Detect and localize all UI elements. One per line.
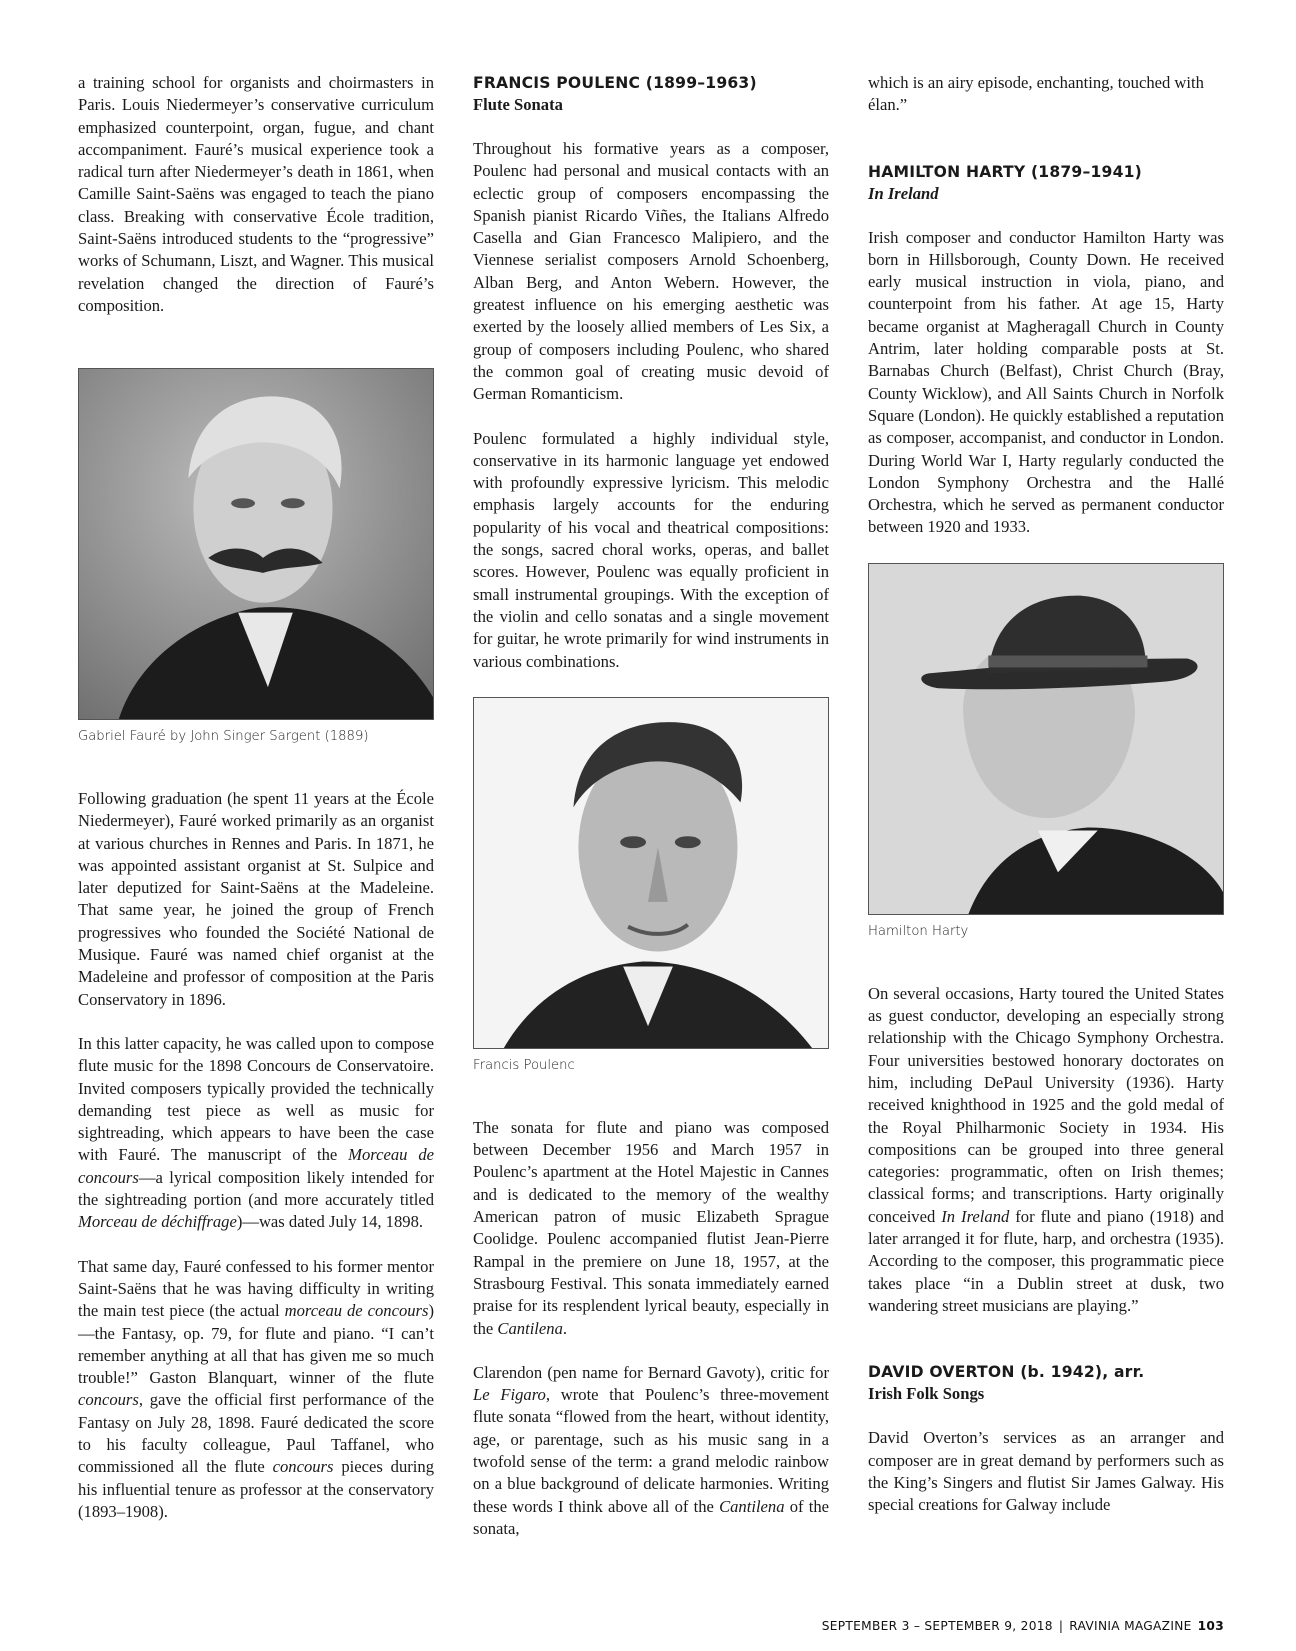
page-footer <box>822 1619 1224 1633</box>
body-paragraph: On several occasions, Harty toured the United States as guest conductor, developing an especially strong relationship with the Chicago Symphony Orchestra. Four universities bestowed honorary doctorates on him, including DePaul University (1936). Harty received knighthood in 1925 and the gold medal of the Royal Philharmonic Society in 1934. His compositions can be grouped into three general categories: programmatic, often on Irish themes; classical forms; and transcriptions. Harty originally conceived In Ireland for flute and piano (1918) and later arranged it for flute, harp, and orchestra (1935). According to the composer, this programmatic piece takes place “in a Dublin street at dusk, two wandering street musicians are playing.” <box>868 983 1224 1315</box>
image-caption: Gabriel Fauré by John Singer Sargent (1889) <box>78 729 369 744</box>
column-2 <box>473 72 829 1540</box>
issue-dates: SEPTEMBER 3 – SEPTEMBER 9, 2018 <box>821 1619 1053 1633</box>
harty-portrait-image <box>868 563 1224 915</box>
body-paragraph: David Overton’s services as an arranger and composer are in great demand by performers such as the King’s Singers and flutist Sir James Galway. His special creations for Galway include <box>868 1428 1224 1515</box>
image-caption: Francis Poulenc <box>473 1057 575 1073</box>
column-1 <box>78 72 434 1523</box>
body-paragraph: Throughout his formative years as a composer, Poulenc had personal and musical contacts with an eclectic group of composers encompassing the Spanish pianist Ricardo Viñes, the Italians Alfredo Casella and Gian Francesco Malipiero, and the Viennese serialist composers Arnold Schoenberg, Alban Berg, and Anton Webern. However, the greatest influence on his emerging aesthetic was exerted by the loosely allied members of Les Six, a group of composers including Poulenc, who shared the common goal of creating music devoid of German Romanticism. <box>473 139 829 404</box>
body-paragraph: Following graduation (he spent 11 years at the École Niedermeyer), Fauré worked primarily as an organist at various churches in Rennes and Paris. In 1871, he was appointed assistant organist at St. Sulpice and later deputized for Saint-Saëns at the Madeleine. That same year, he joined the group of French progressives who founded the Société National de Musique. Fauré was named chief organist at the Madeleine and professor of composition at the Paris Conservatory in 1896. <box>78 789 434 1009</box>
body-paragraph: Poulenc formulated a highly individual style, conservative in its harmonic language yet endowed with profoundly expressive lyricism. This melodic emphasis largely accounts for the enduring popularity of his vocal and theatrical compositions: the songs, sacred choral works, operas, and ballet scores. However, Poulenc was equally proficient in small instrumental groupings. With the exception of the violin and cello sonatas and a single movement for guitar, he wrote primarily for wind instruments in various combinations. <box>473 428 829 671</box>
body-paragraph: That same day, Fauré confessed to his former mentor Saint-Saëns that he was having difficulty in writing the main test piece (the actual morceau de concours)—the Fantasy, op. 79, for flute and piano. “I can’t remember anything at all that has given me so much trouble!” Gaston Blanquart, winner of the flute concours, gave the official first performance of the Fantasy on July 28, 1898. Fauré dedicated the score to his faculty colleague, Paul Taffanel, who commissioned all the flute concours pieces during his influential tenure as professor at the conservatory (1893–1908). <box>78 1256 434 1521</box>
body-paragraph: In this latter capacity, he was called upon to compose flute music for the 1898 Concours de Conservatoire. Invited composers typically provided the technically demanding test piece as well as music for sightreading, which appears to have been the case with Fauré. The manuscript of the Morceau de concours—a lyrical composition likely intended for the sightreading portion (and more accurately titled Morceau de déchiffrage)—was dated July 14, 1898. <box>78 1033 434 1232</box>
body-paragraph: The sonata for flute and piano was composed between December 1956 and March 1957 in Poulenc’s apartment at the Hotel Majestic in Cannes and is dedicated to the memory of the wealthy American patron of music Elizabeth Sprague Coolidge. Poulenc accompanied flutist Jean-Pierre Rampal in the premiere on June 18, 1957, at the Strasbourg Festival. This sonata immediately earned praise for its resplendent lyrical beauty, especially in the Cantilena. <box>473 1117 829 1338</box>
section-subheading: Flute Sonata <box>473 95 563 114</box>
body-paragraph: Clarendon (pen name for Bernard Gavoty), critic for Le Figaro, wrote that Poulenc’s three-movement flute sonata “flowed from the heart, without identity, age, or parentage, such as his music sang in a twofold sense of the term: a grand melodic rainbow on a blue background of delicate harmonies. Writing these words I think above all of the Cantilena of the sonata, <box>473 1362 829 1538</box>
faure-portrait-image <box>78 368 434 720</box>
section-subheading: In Ireland <box>868 183 939 203</box>
section-subheading: Irish Folk Songs <box>868 1384 985 1404</box>
magazine-name: RAVINIA MAGAZINE <box>1069 1619 1192 1633</box>
body-paragraph: a training school for organists and choirmasters in Paris. Louis Niedermeyer’s conservative curriculum emphasized counterpoint, organ, fugue, and chant accompaniment. Fauré’s musical experience took a radical turn after Niedermeyer’s death in 1861, when Camille Saint-Saëns was engaged to teach the piano class. Breaking with conservative École tradition, Saint-Saëns introduced students to the “progressive” works of Schumann, Liszt, and Wagner. This musical revelation changed the direction of Fauré’s composition. <box>78 73 434 315</box>
page-number: 103 <box>1197 1619 1224 1633</box>
section-heading: HAMILTON HARTY (1879–1941) <box>868 162 1143 181</box>
column-3 <box>868 72 1224 1516</box>
poulenc-portrait-image <box>473 697 829 1049</box>
body-paragraph: Irish composer and conductor Hamilton Harty was born in Hillsborough, County Down. He received early musical instruction in viola, piano, and counterpoint from his father. At age 15, Harty became organist at Magheragall Church in County Antrim, later holding comparable posts at St. Barnabas Church (Belfast), Christ Church (Bray, County Wicklow), and All Saints Church in Norfolk Square (London). He quickly established a reputation as composer, accompanist, and conductor in London. During World War I, Harty regularly conducted the London Symphony Orchestra and the Hallé Orchestra, which he served as permanent conductor between 1920 and 1933. <box>868 227 1224 537</box>
footer-separator: | <box>1058 1619 1064 1633</box>
section-heading: FRANCIS POULENC (1899–1963) <box>473 74 757 92</box>
section-heading: DAVID OVERTON (b. 1942), arr. <box>868 1363 1145 1382</box>
body-paragraph: which is an airy episode, enchanting, touched with élan.” <box>868 73 1204 115</box>
image-caption: Hamilton Harty <box>868 923 969 939</box>
